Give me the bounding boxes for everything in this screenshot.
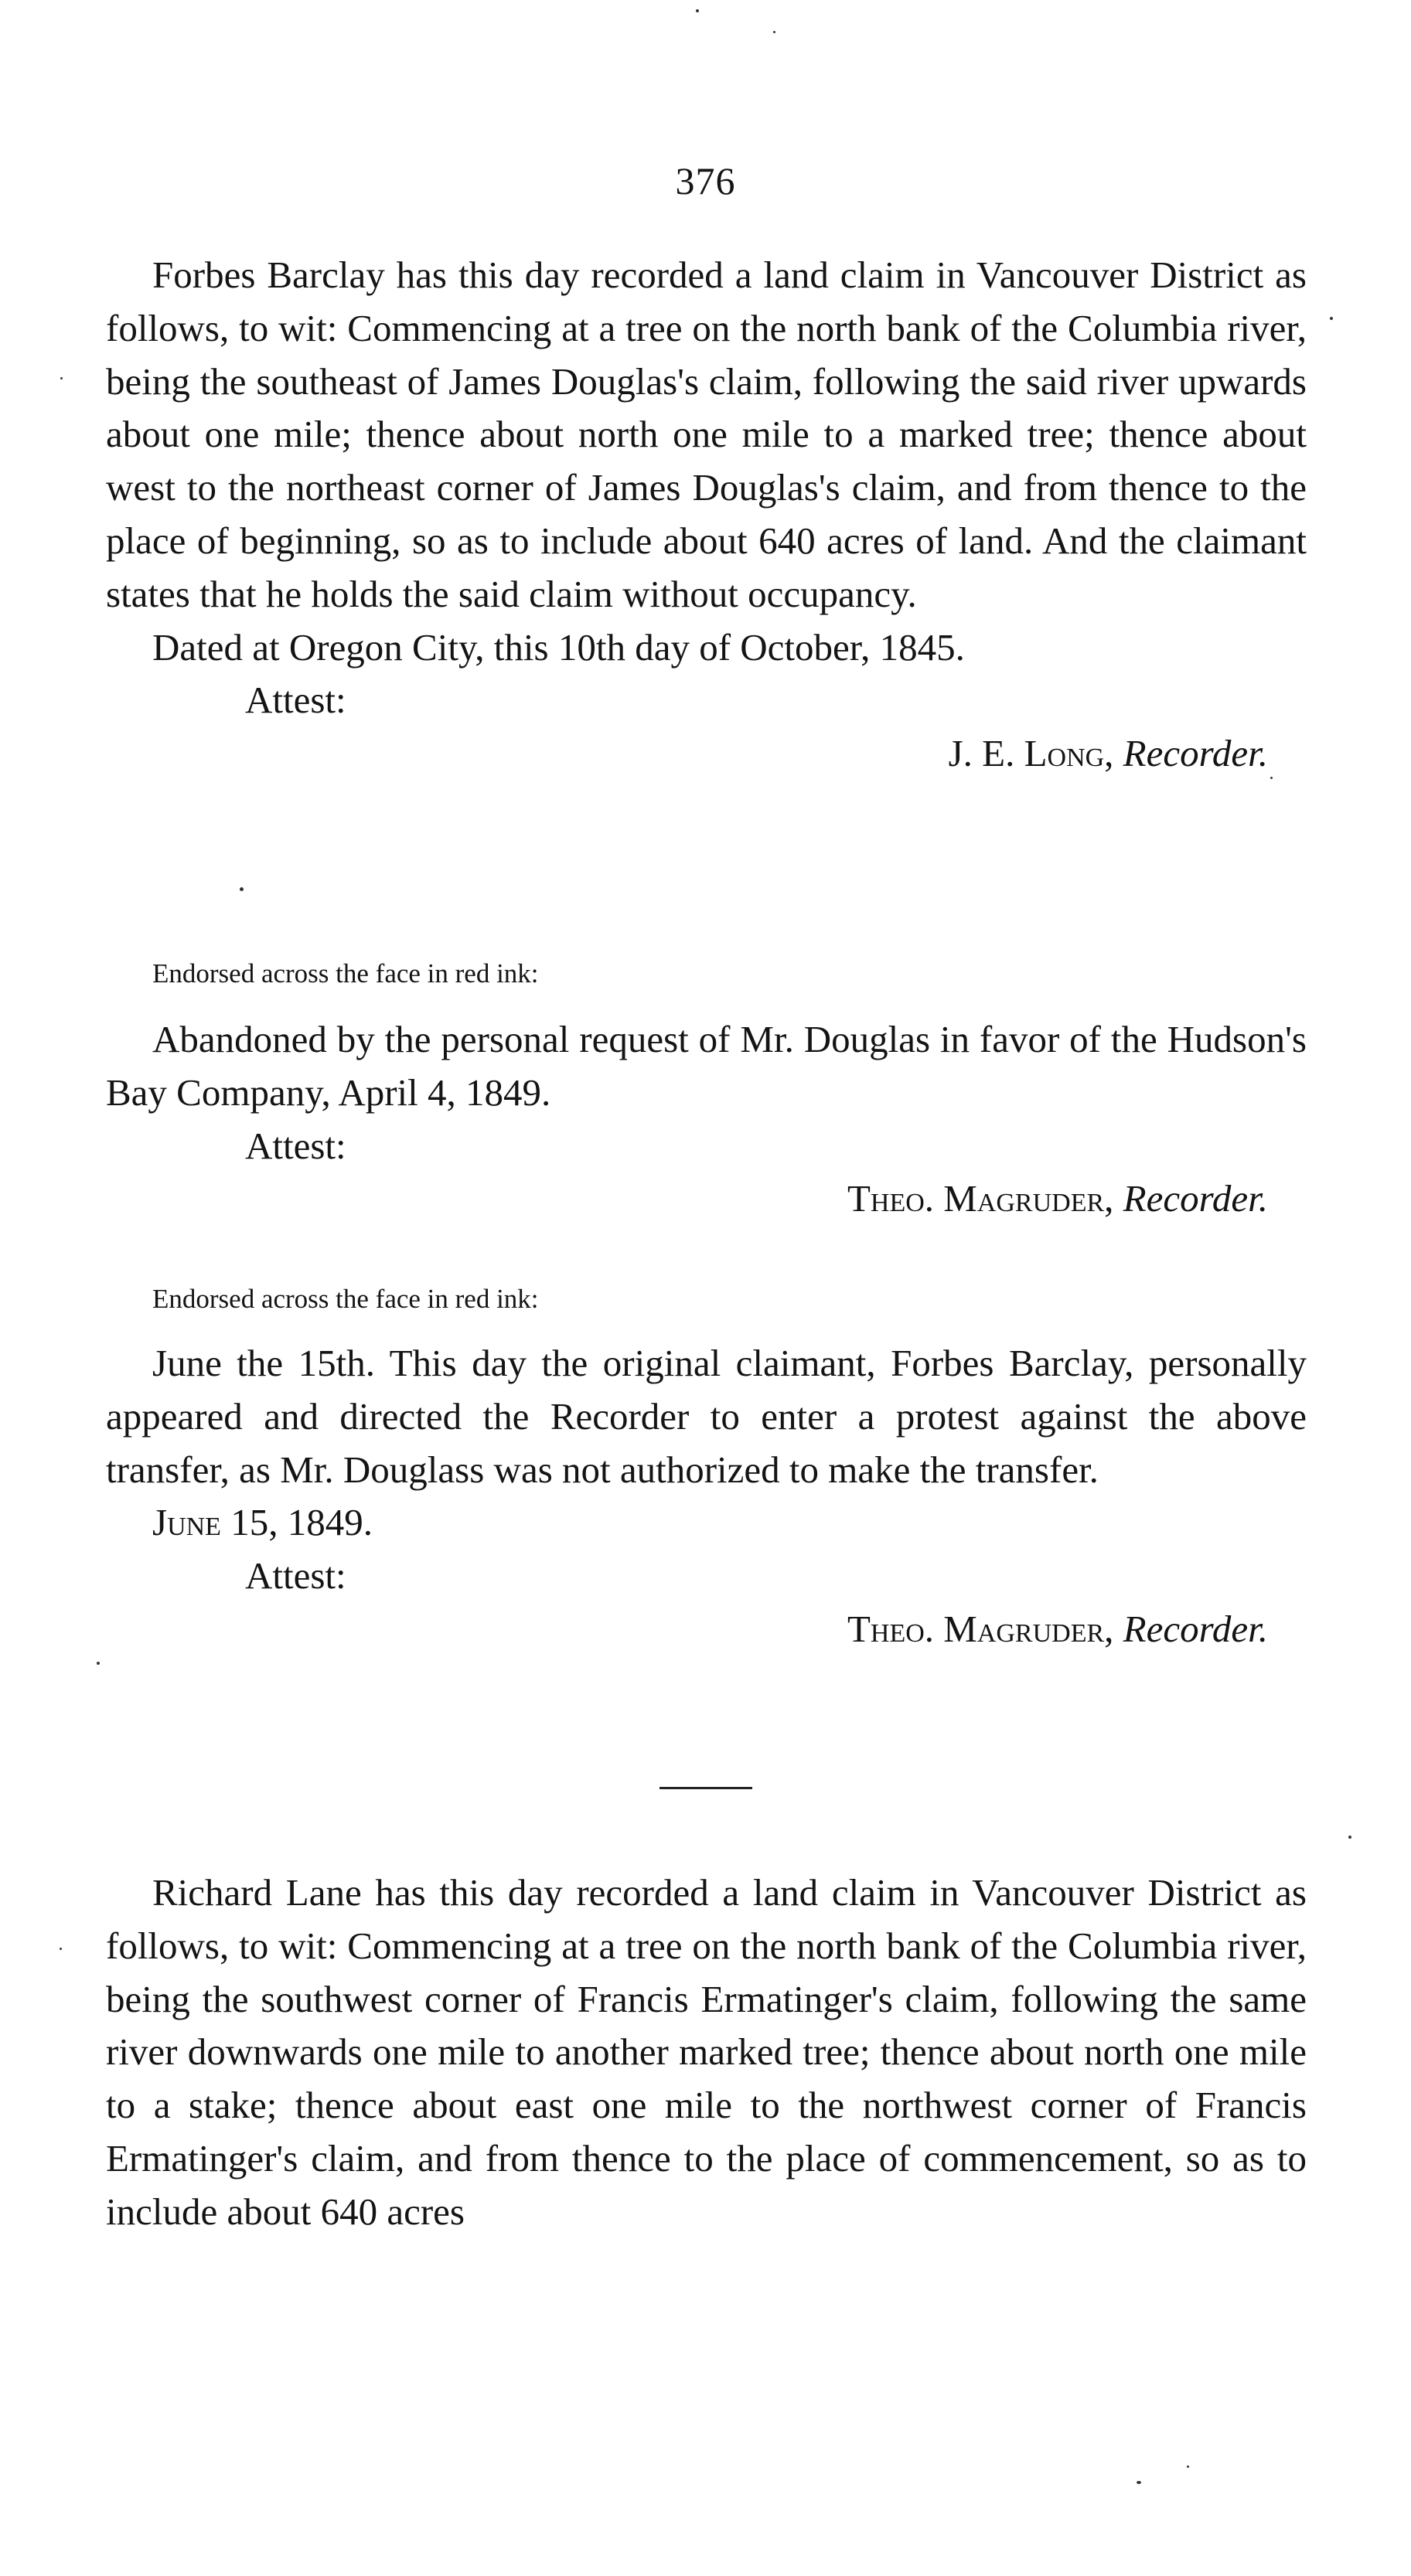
recorder-title: Recorder. [1123, 1177, 1268, 1220]
attest-label: Attest: [245, 1554, 346, 1598]
scan-speck [696, 9, 699, 12]
claim-paragraph: Forbes Barclay has this day recorded a land claim in Vancouver District as follows, to wit: Commencing at a tree on the north bank of the Columbia river, being the southeast of James Douglas's claim, following the said river upwards about one mile; thence about north one mile to a marked tree; thence about west to the northeast corner of James Douglas's claim, and from thence to the place of beginning, so as to include about 640 acres of land. And the claimant states that he holds the said claim without occupancy. [106, 254, 1307, 615]
dateline: Dated at Oregon City, this 10th day of October, 1845. [152, 625, 965, 669]
scan-speck [97, 1662, 100, 1665]
endorsement-paragraph: Abandoned by the personal request of Mr. Douglas in favor of the Hudson's Bay Company, April 4, 1849. [106, 1018, 1307, 1114]
endorsement-abandoned [106, 1013, 1307, 1226]
scan-speck [1330, 317, 1333, 320]
page-number: 376 [675, 159, 736, 202]
scan-speck [60, 377, 63, 379]
section-divider [659, 1787, 752, 1789]
scan-speck [1187, 2465, 1189, 2468]
scan-speck [60, 1948, 62, 1950]
recorder-signature [106, 1603, 1307, 1656]
scan-speck [1348, 1836, 1351, 1839]
endorsement-paragraph: June the 15th. This day the original claimant, Forbes Barclay, personally appeared and directed the Recorder to enter a protest against the above transfer, as Mr. Douglass was not authorized to make the transfer. [106, 1342, 1307, 1491]
recorder-title: Recorder. [1123, 732, 1268, 775]
scan-speck [1137, 2481, 1141, 2484]
endorsement-label: Endorsed across the face in red ink: [152, 958, 539, 989]
recorder-name: Theo. Magruder, [847, 1177, 1114, 1220]
endorsement-label: Endorsed across the face in red ink: [152, 1284, 539, 1314]
endorsement-protest [106, 1337, 1307, 1656]
recorder-name: Theo. Magruder, [847, 1607, 1114, 1650]
attest-label: Attest: [245, 1124, 346, 1167]
claim-paragraph: Richard Lane has this day recorded a land claim in Vancouver District as follows, to wit: Commencing at a tree on the north bank of the Columbia river, being the southwest corner of Francis Ermatinger's claim, following the same river downwards one mile to another marked tree; thence about north one mile to a stake; thence about east one mile to the northwest corner of Francis Ermatinger's claim, and from thence to the place of commencement, so as to include about 640 acres [106, 1871, 1307, 2233]
recorder-signature [106, 1172, 1307, 1226]
recorder-signature [106, 727, 1307, 781]
record-forbes-barclay [106, 249, 1307, 781]
attest-label: Attest: [245, 679, 346, 722]
recorder-title: Recorder. [1123, 1607, 1268, 1650]
endorsement-date: June 15, 1849. [152, 1501, 373, 1544]
recorder-name: J. E. Long, [948, 732, 1114, 775]
scan-speck [1270, 777, 1273, 779]
record-richard-lane [106, 1866, 1307, 2239]
scan-speck [773, 31, 775, 33]
scan-speck [240, 887, 244, 891]
